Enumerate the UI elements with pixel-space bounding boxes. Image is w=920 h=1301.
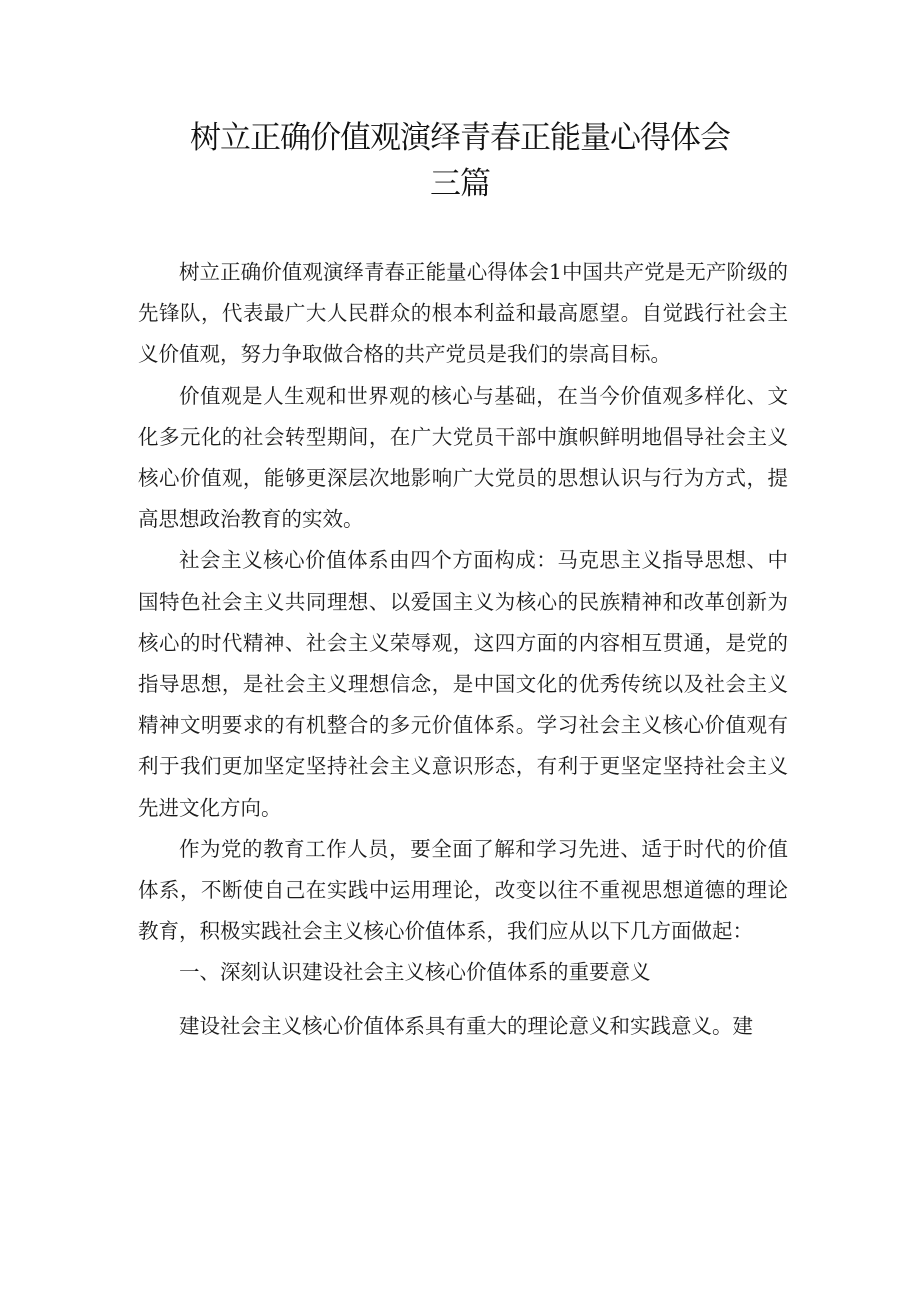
document-body (138, 252, 788, 1047)
paragraph-3: 社会主义核心价值体系由四个方面构成：马克思主义指导思想、中国特色社会主义共同理想、以爱国主义为核心的民族精神和改革创新为核心的时代精神、社会主义荣辱观，这四方面的内容相互贯通，是党的指导思想，是社会主义理想信念，是中国文化的优秀传统以及社会主义精神文明要求的有机整合的多元价值体系。学习社会主义核心价值观有利于我们更加坚定坚持社会主义意识形态，有利于更坚定坚持社会主义先进文化方向。 (138, 548, 788, 820)
section-heading-1: 一、深刻认识建设社会主义核心价值体系的重要意义 (179, 960, 651, 985)
paragraph-5: 建设社会主义核心价值体系具有重大的理论意义和实践意义。建 (179, 1013, 753, 1038)
paragraph-1: 树立正确价值观演绎青春正能量心得体会1中国共产党是无产阶级的先锋队，代表最广大人民群众的根本利益和最高愿望。自觉践行社会主义价值观，努力争取做合格的共产党员是我们的崇高目标。 (138, 260, 788, 367)
paragraph-2: 价值观是人生观和世界观的核心与基础，在当今价值观多样化、文化多元化的社会转型期间，在广大党员干部中旗帜鲜明地倡导社会主义核心价值观，能够更深层次地影响广大党员的思想认识与行为方式，提高思想政治教育的实效。 (138, 383, 788, 532)
document-title-line-2: 三篇 (430, 166, 490, 202)
document-title-line-1: 树立正确价值观演绎青春正能量心得体会 (190, 120, 730, 156)
paragraph-4: 作为党的教育工作人员，要全面了解和学习先进、适于时代的价值体系，不断使自己在实践中运用理论，改变以往不重视思想道德的理论教育，积极实践社会主义核心价值体系，我们应从以下几方面做起： (138, 836, 788, 944)
